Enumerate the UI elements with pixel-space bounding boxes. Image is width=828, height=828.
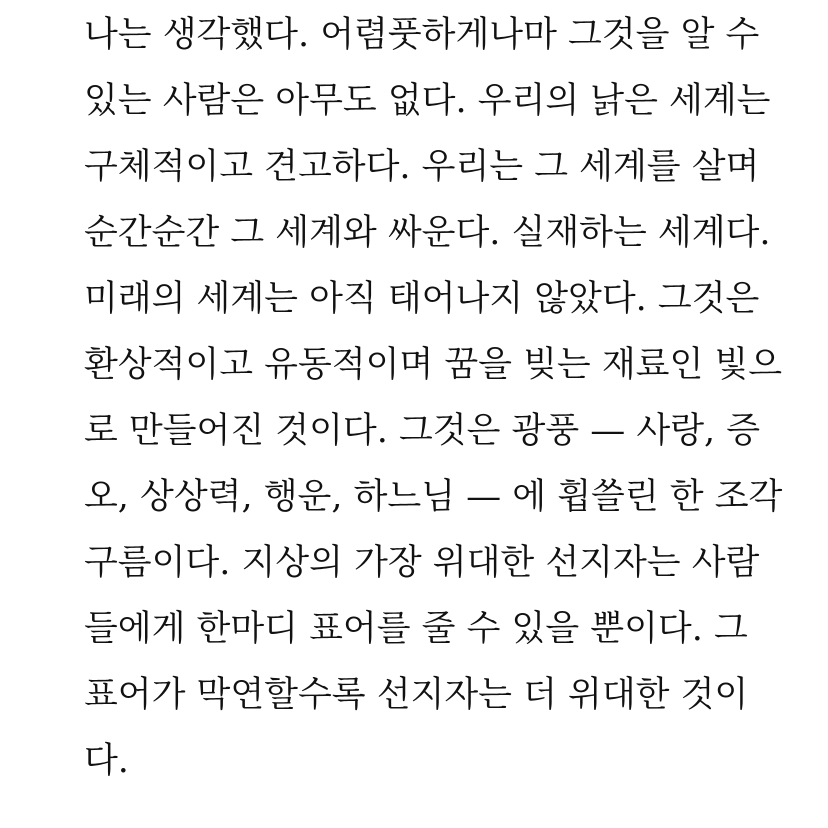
text-line-2: 있는 사람은 아무도 없다. 우리의 낡은 세계는 bbox=[84, 81, 771, 121]
text-line-12: 다. bbox=[84, 741, 129, 781]
text-line-5: 미래의 세계는 아직 태어나지 않았다. 그것은 bbox=[84, 279, 760, 319]
text-line-3: 구체적이고 견고하다. 우리는 그 세계를 살며 bbox=[84, 147, 760, 187]
text-line-4: 순간순간 그 세계와 싸운다. 실재하는 세계다. bbox=[84, 213, 771, 253]
text-line-9: 구름이다. 지상의 가장 위대한 선지자는 사람 bbox=[84, 543, 760, 583]
text-line-7: 로 만들어진 것이다. 그것은 광풍 — 사랑, 증 bbox=[84, 411, 761, 451]
text-line-1: 나는 생각했다. 어렴풋하게나마 그것을 알 수 bbox=[84, 15, 760, 55]
text-line-10: 들에게 한마디 표어를 줄 수 있을 뿐이다. 그 bbox=[84, 609, 748, 649]
text-line-6: 환상적이고 유동적이며 꿈을 빚는 재료인 빛으 bbox=[84, 345, 783, 385]
text-line-8: 오, 상상력, 행운, 하느님 — 에 휩쓸린 한 조각 bbox=[84, 477, 783, 517]
text-line-11: 표어가 막연할수록 선지자는 더 위대한 것이 bbox=[84, 675, 749, 715]
body-text bbox=[84, 2, 783, 794]
